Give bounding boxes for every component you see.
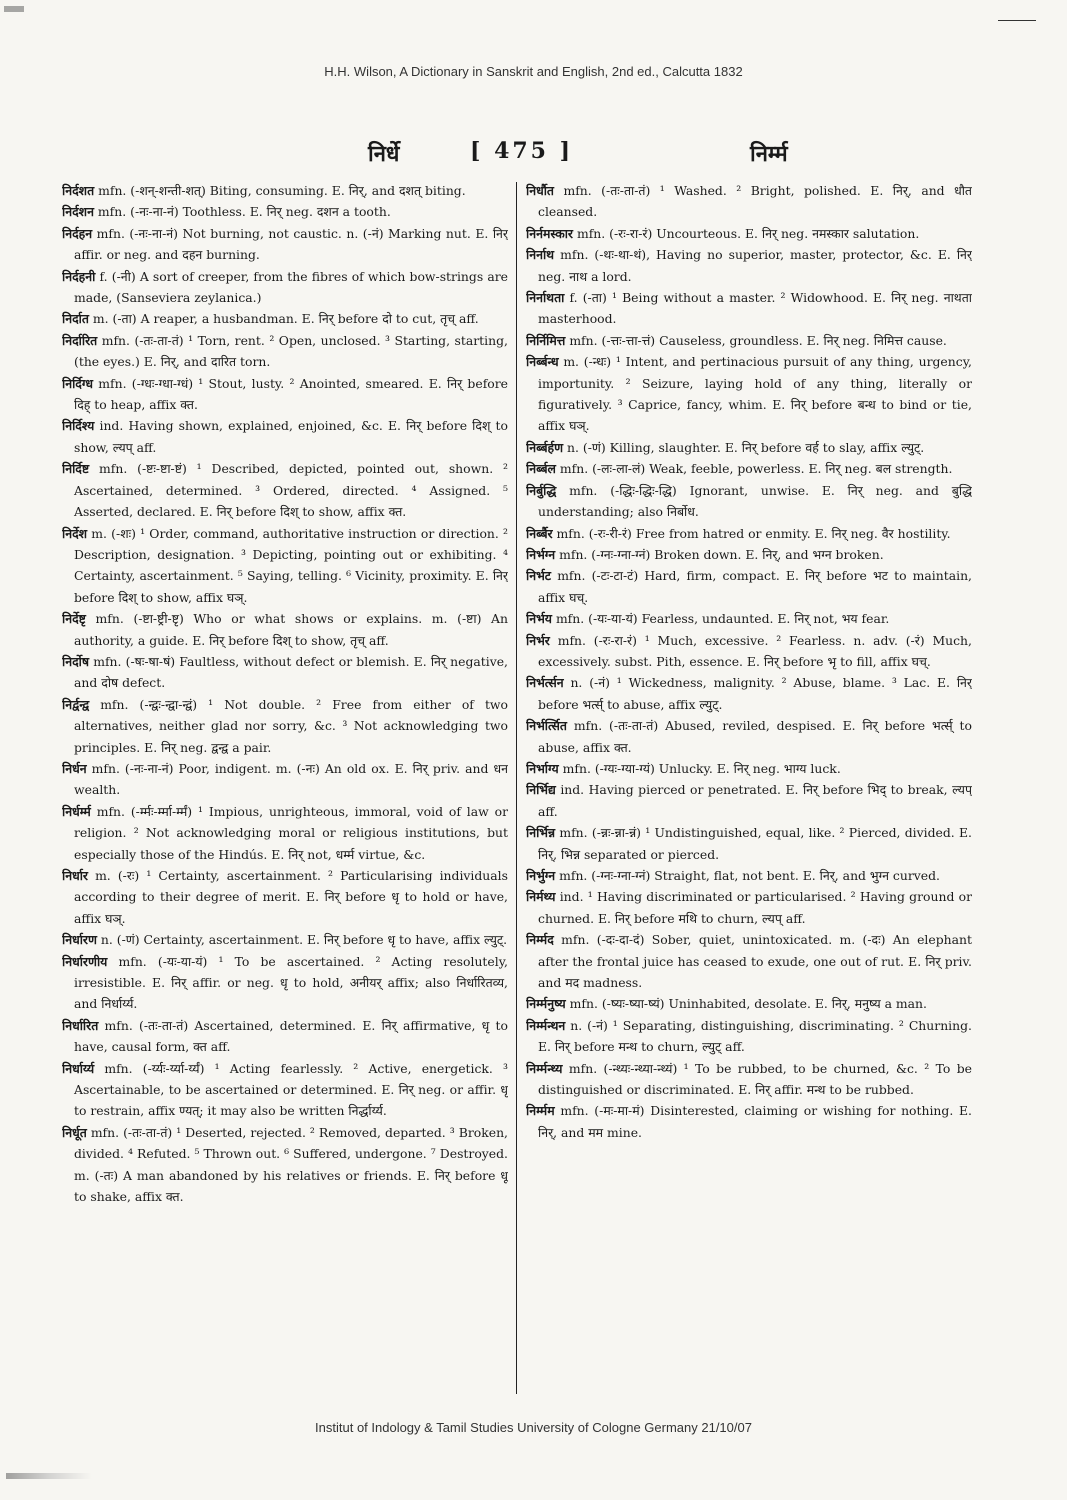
dictionary-entry bbox=[526, 993, 972, 1014]
dictionary-entry bbox=[62, 801, 508, 865]
entry-definition: ind. ¹ Having discriminated or particularised. ² Having ground or churned. E. निर् before मथि to churn, ल्यप् aff. bbox=[538, 889, 972, 926]
entry-definition: mfn. (-लः-ला-लं) Weak, feeble, powerless. E. निर् neg. बल strength. bbox=[559, 461, 953, 477]
entry-definition: mfn. (-टः-टा-टं) Hard, firm, compact. E. निर् before भट to maintain, affix घच्. bbox=[538, 568, 972, 605]
column-divider bbox=[516, 182, 517, 1394]
entry-headword: निर्भिद्य bbox=[526, 782, 556, 798]
entry-definition: mfn. (-यः-या-यं) ¹ To be ascertained. ² Acting resolutely, irresistible. E. निर् affir. or neg. धृ to hold, अनीयर् affix; also निर्धारितव्य, and निर्धार्य्य. bbox=[74, 953, 508, 1012]
dictionary-entry bbox=[526, 437, 972, 458]
entry-definition: n. (-णं) Certainty, ascertainment. E. निर् before धृ to have, affix ल्युट्. bbox=[100, 932, 508, 948]
dictionary-entry bbox=[62, 951, 508, 1015]
entry-definition: f. (-ता) ¹ Being without a master. ² Widowhood. E. निर् neg. नाथता masterhood. bbox=[538, 290, 972, 327]
entry-definition: mfn. (-न्थ्यः-न्थ्या-न्थ्यं) ¹ To be rubbed, to be churned, &c. ² To be distinguished or discriminated. E. निर् affir. मन्थ to be rubbed. bbox=[538, 1060, 972, 1098]
right-column bbox=[526, 180, 972, 1395]
entry-headword: निर्ब्बर्हण bbox=[526, 439, 564, 455]
entry-definition: mfn. (-द्धिः-द्धिः-द्धि) Ignorant, unwise. E. निर् neg. and बुद्धि understanding; also निर्बोध. bbox=[538, 482, 972, 520]
entry-headword: निर्दिग्ध bbox=[62, 375, 93, 391]
entry-definition: mfn. (-र्य्यः-र्य्या-र्य्यं) ¹ Acting fearlessly. ² Active, energetick. ³ Ascertainable, to be ascertained or determined. E. निर् neg. or affir. धृ to restrain, affix ण्यत्; it may also be written निर्द्धार्य्य. bbox=[74, 1060, 508, 1119]
entry-definition: n. (-नं) ¹ Wickedness, malignity. ² Abuse, blame. ³ Lac. E. निर् before भर्त्स् to abuse, affix ल्युट्. bbox=[538, 675, 972, 712]
entry-definition: mfn. (-तः-ता-तं) Abused, reviled, despised. E. निर् before भर्त्स् to abuse, affix क्त. bbox=[538, 718, 972, 755]
entry-definition: mfn. (-त्तः-त्ता-त्तं) Causeless, groundless. E. निर् neg. निमित्त cause. bbox=[569, 332, 947, 348]
entry-definition: mfn. (-तः-ता-तं) ¹ Washed. ² Bright, polished. E. निर्, and धौत cleansed. bbox=[538, 183, 972, 220]
entry-headword: निर्ब्बन्ध bbox=[526, 354, 559, 370]
entry-definition: m. (-शः) ¹ Order, command, authoritative instruction or direction. ² Description, designation. ³ Depicting, pointing out or exhibiting. ⁴ Certainty, ascertainment. ⁵ Saying, telling. ⁶ Vicinity, proximity. E. निर् before दिश् to show, affix घञ्. bbox=[74, 525, 508, 605]
entry-headword: निर्देश bbox=[62, 525, 88, 541]
left-column bbox=[62, 180, 508, 1395]
footer-citation: Institut of Indology & Tamil Studies University of Cologne Germany 21/10/07 bbox=[315, 1420, 752, 1435]
entry-definition: mfn. (-तः-ता-तं) ¹ Torn, rent. ² Open, unclosed. ³ Starting, starting, (the eyes.) E. निर्, and दारित torn. bbox=[74, 332, 508, 370]
entry-headword: निर्दारित bbox=[62, 332, 98, 348]
entry-headword: निर्द्वन्द्व bbox=[62, 696, 90, 712]
dictionary-entry bbox=[526, 180, 972, 223]
entry-headword: निर्म्मद bbox=[526, 932, 554, 948]
dictionary-entry bbox=[62, 373, 508, 416]
dictionary-entry bbox=[526, 330, 972, 351]
entry-definition: mfn. (-नः-ना-नं) Not burning, not caustic. n. (-नं) Marking nut. E. निर् affir. or neg. and दहन burning. bbox=[74, 225, 508, 263]
entry-headword: निर्भर bbox=[526, 632, 550, 648]
dictionary-entry bbox=[526, 458, 972, 479]
entry-headword: निर्भग्न bbox=[526, 546, 556, 562]
entry-definition: f. (-नी) A sort of creeper, from the fibres of which bow-strings are made, (Sanseviera zeylanica.) bbox=[74, 268, 508, 306]
entry-headword: निर्भर्त्सन bbox=[526, 675, 564, 691]
entry-definition: mfn. (-ग्नः-ग्ना-ग्नं) Straight, flat, not bent. E. निर्, and भुग्न curved. bbox=[559, 868, 940, 883]
entry-definition: ind. Having pierced or penetrated. E. निर् before भिद् to break, ल्यप् aff. bbox=[538, 782, 972, 819]
entry-headword: निर्धारणीय bbox=[62, 953, 108, 969]
dictionary-entry bbox=[62, 694, 508, 758]
entry-headword: निर्धारित bbox=[62, 1017, 99, 1033]
page-number: [ 475 ] bbox=[470, 138, 574, 164]
entry-headword: निर्दहनी bbox=[62, 268, 96, 284]
dictionary-entry bbox=[526, 287, 972, 330]
dictionary-entry bbox=[526, 822, 972, 865]
entry-definition: mfn. (-तः-ता-तं) Ascertained, determined. E. निर् affirmative, धृ to have, causal form, क्त aff. bbox=[74, 1017, 508, 1055]
dictionary-entry bbox=[62, 458, 508, 522]
dictionary-entry bbox=[62, 608, 508, 651]
entry-headword: निर्म्मन्थ्य bbox=[526, 1060, 563, 1076]
entry-definition: mfn. (-ग्नः-ग्ना-ग्नं) Broken down. E. निर्, and भग्न broken. bbox=[559, 546, 884, 562]
entry-definition: mfn. (-यः-या-यं) Fearless, undaunted. E. निर् not, भय fear. bbox=[555, 611, 890, 627]
dictionary-entry bbox=[526, 630, 972, 673]
entry-headword: निर्दशत bbox=[62, 183, 95, 198]
right-running-headword: निर्म्म bbox=[750, 141, 788, 167]
entry-definition: m. (-रः) ¹ Certainty, ascertainment. ² Particularising individuals according to their degree of merit. E. निर् before धृ to hold or have, affix घञ्. bbox=[74, 868, 508, 926]
dictionary-entry bbox=[526, 565, 972, 608]
entry-headword: निर्नाथ bbox=[526, 247, 555, 263]
page-header bbox=[0, 138, 1067, 178]
entry-headword: निर्धूत bbox=[62, 1124, 87, 1140]
dictionary-entry bbox=[62, 330, 508, 373]
entry-definition: mfn. (-न्नः-न्ना-न्नं) ¹ Undistinguished, equal, like. ² Pierced, divided. E. निर्, भिन्न separated or pierced. bbox=[538, 825, 972, 862]
entry-definition: mfn. (-शन्-शन्ती-शत्) Biting, consuming. E. निर्, and दशत् biting. bbox=[98, 183, 466, 198]
entry-headword: निर्भाग्य bbox=[526, 760, 559, 776]
dictionary-entry bbox=[62, 1015, 508, 1058]
entry-headword: निर्भय bbox=[526, 611, 552, 627]
entry-headword: निर्धार्य्य bbox=[62, 1060, 95, 1076]
dictionary-entry bbox=[62, 651, 508, 694]
entry-headword: निर्धौत bbox=[526, 183, 554, 198]
dictionary-entry bbox=[526, 523, 972, 544]
scan-smudge bbox=[6, 1473, 92, 1479]
dictionary-entry bbox=[526, 672, 972, 715]
left-running-headword: निर्धे bbox=[368, 141, 400, 167]
entry-headword: निर्धन bbox=[62, 760, 87, 776]
entry-definition: mfn. (-रः-री-रं) Free from hatred or enmity. E. निर् neg. वैर hostility. bbox=[556, 525, 951, 541]
dictionary-entry bbox=[526, 223, 972, 244]
entry-definition: mfn. (-तः-ता-तं) ¹ Deserted, rejected. ² Removed, departed. ³ Broken, divided. ⁴ Refuted. ⁵ Thrown out. ⁶ Suffered, undergone. ⁷ Destroyed. m. (-तः) A man abandoned by his relatives or friends. E. निर् before धू to shake, affix क्त. bbox=[74, 1124, 508, 1205]
entry-headword: निर्ब्बैर bbox=[526, 525, 553, 541]
dictionary-entry bbox=[526, 480, 972, 523]
entry-definition: mfn. (-दः-दा-दं) Sober, quiet, unintoxicated. m. (-दः) An elephant after the frontal juice has ceased to exude, one out of rut. E. निर् priv. and मद madness. bbox=[538, 932, 972, 991]
entry-headword: निर्भिन्न bbox=[526, 825, 556, 841]
dictionary-entry bbox=[526, 244, 972, 287]
entry-definition: m. (-ता) A reaper, a husbandman. E. निर् before दो to cut, तृच् aff. bbox=[92, 311, 479, 327]
dictionary-entry bbox=[526, 886, 972, 929]
dictionary-entry bbox=[526, 779, 972, 822]
dictionary-entry bbox=[62, 201, 508, 222]
dictionary-entry bbox=[62, 523, 508, 609]
dictionary-entry bbox=[526, 1058, 972, 1101]
entry-definition: mfn. (-न्द्वः-न्द्वा-न्द्वं) ¹ Not double. ² Free from either of two alternatives, neither glad nor sorry, &c. ³ Not acknowledging two principles. E. निर् neg. द्वन्द्व a pair. bbox=[74, 696, 508, 755]
scan-corner-mark bbox=[4, 6, 24, 12]
dictionary-entry bbox=[526, 608, 972, 629]
entry-headword: निर्देष्टृ bbox=[62, 611, 86, 627]
dictionary-entry bbox=[526, 544, 972, 565]
dictionary-entry bbox=[526, 351, 972, 437]
entry-definition: mfn. (-ष्टा-ष्ट्री-ष्टृ) Who or what shows or explains. m. (-ष्टा) An authority, a guide. E. निर् before दिश् to show, तृच् aff. bbox=[74, 611, 508, 648]
dictionary-entry bbox=[526, 1015, 972, 1058]
entry-headword: निर्भुग्न bbox=[526, 868, 556, 883]
entry-headword: निर्नाथता bbox=[526, 290, 565, 306]
entry-definition: mfn. (-ग्धः-ग्धा-ग्धं) ¹ Stout, lusty. ² Anointed, smeared. E. निर् before दिह् to heap, affix क्त. bbox=[74, 375, 508, 413]
scan-corner-rule bbox=[998, 20, 1036, 21]
entry-headword: निर्धर्म्म bbox=[62, 803, 91, 819]
entry-definition: mfn. (-रः-रा-रं) Uncourteous. E. निर् neg. नमस्कार salutation. bbox=[576, 225, 920, 241]
entry-headword: निर्दशन bbox=[62, 204, 94, 220]
dictionary-entry bbox=[62, 865, 508, 929]
entry-definition: ind. Having shown, explained, enjoined, &c. E. निर् before दिश् to show, ल्यप् aff. bbox=[74, 418, 508, 455]
entry-headword: निर्दोष bbox=[62, 653, 90, 669]
dictionary-entry bbox=[62, 308, 508, 329]
entry-definition: mfn. (-षः-षा-षं) Faultless, without defect or blemish. E. निर् negative, and दोष defect. bbox=[74, 653, 508, 691]
entry-headword: निर्म्मन्थन bbox=[526, 1017, 566, 1033]
entry-definition: mfn. (-र्म्मः-र्म्मा-र्म्मं) ¹ Impious, unrighteous, immoral, void of law or religion. ² Not acknowledging moral or religious institutions, but especially those of the Hindús. E. निर् not, धर्म्म virtue, &c. bbox=[74, 803, 508, 862]
entry-headword: निर्दिष्ट bbox=[62, 461, 90, 477]
entry-headword: निर्दहन bbox=[62, 225, 93, 241]
entry-definition: mfn. (-ग्यः-ग्या-ग्यं) Unlucky. E. निर् neg. भाग्य luck. bbox=[562, 760, 841, 776]
entry-headword: निर्म्मम bbox=[526, 1103, 555, 1119]
entry-headword: निर्निमित्त bbox=[526, 332, 566, 348]
entry-definition: mfn. (-नः-ना-नं) Toothless. E. निर् neg. दशन a tooth. bbox=[97, 204, 391, 220]
entry-definition: mfn. (-थः-था-थं), Having no superior, master, protector, &c. E. निर् neg. नाथ a lord. bbox=[538, 247, 972, 284]
dictionary-entry bbox=[526, 865, 972, 886]
dictionary-entry bbox=[526, 1100, 972, 1143]
dictionary-entry bbox=[526, 929, 972, 993]
entry-definition: m. (-न्धः) ¹ Intent, and pertinacious pursuit of any thing, urgency, importunity. ² Seizure, laying hold of any thing, literally or figuratively. ³ Caprice, fancy, whim. E. निर् before बन्ध to bind or tie, affix घञ्. bbox=[538, 354, 972, 434]
entry-headword: निर्भट bbox=[526, 568, 552, 584]
dictionary-entry bbox=[526, 758, 972, 779]
dictionary-entry bbox=[62, 1058, 508, 1122]
entry-headword: निर्दात bbox=[62, 311, 89, 327]
dictionary-entry bbox=[62, 415, 508, 458]
entry-headword: निर्नमस्कार bbox=[526, 225, 573, 241]
entry-definition: n. (-णं) Killing, slaughter. E. निर् before वर्ह to slay, affix ल्युट्. bbox=[567, 439, 925, 455]
entry-headword: निर्म्मनुष्य bbox=[526, 996, 566, 1012]
entry-headword: निर्दिश्य bbox=[62, 418, 95, 434]
entry-headword: निर्धारण bbox=[62, 932, 97, 948]
dictionary-entry bbox=[526, 715, 972, 758]
entry-definition: mfn. (-मः-मा-मं) Disinterested, claiming or wishing for nothing. E. निर्, and मम mine. bbox=[538, 1103, 972, 1140]
dictionary-entry bbox=[62, 266, 508, 309]
dictionary-entry bbox=[62, 1122, 508, 1208]
entry-definition: mfn. (-नः-ना-नं) Poor, indigent. m. (-नः) An old ox. E. निर् priv. and धन wealth. bbox=[74, 760, 508, 798]
dictionary-entry bbox=[62, 758, 508, 801]
entry-definition: n. (-नं) ¹ Separating, distinguishing, discriminating. ² Churning. E. निर् before मन्थ to churn, ल्युट् aff. bbox=[538, 1017, 972, 1055]
entry-headword: निर्ब्बल bbox=[526, 461, 556, 477]
entry-headword: निर्धार bbox=[62, 868, 88, 883]
dictionary-entry bbox=[62, 180, 508, 201]
entry-headword: निर्बुद्धि bbox=[526, 482, 557, 498]
dictionary-entry bbox=[62, 929, 508, 950]
entry-definition: mfn. (-ष्टः-ष्टा-ष्टं) ¹ Described, depicted, pointed out, shown. ² Ascertained, determined. ³ Ordered, directed. ⁴ Assigned. ⁵ Asserted, declared. E. निर् before दिश् to show, affix क्त. bbox=[74, 461, 508, 520]
entry-definition: mfn. (-रः-रा-रं) ¹ Much, excessive. ² Fearless. n. adv. (-रं) Much, excessively. subst. Pith, essence. E. निर् before भृ to fill, affix घच्. bbox=[538, 632, 972, 669]
entry-headword: निर्भर्त्सित bbox=[526, 718, 567, 734]
entry-definition: mfn. (-ष्यः-ष्या-ष्यं) Uninhabited, desolate. E. निर्, मनुष्य a man. bbox=[569, 996, 927, 1012]
entry-headword: निर्मथ्य bbox=[526, 889, 556, 905]
dictionary-entry bbox=[62, 223, 508, 266]
source-citation: H.H. Wilson, A Dictionary in Sanskrit and English, 2nd ed., Calcutta 1832 bbox=[324, 64, 743, 79]
